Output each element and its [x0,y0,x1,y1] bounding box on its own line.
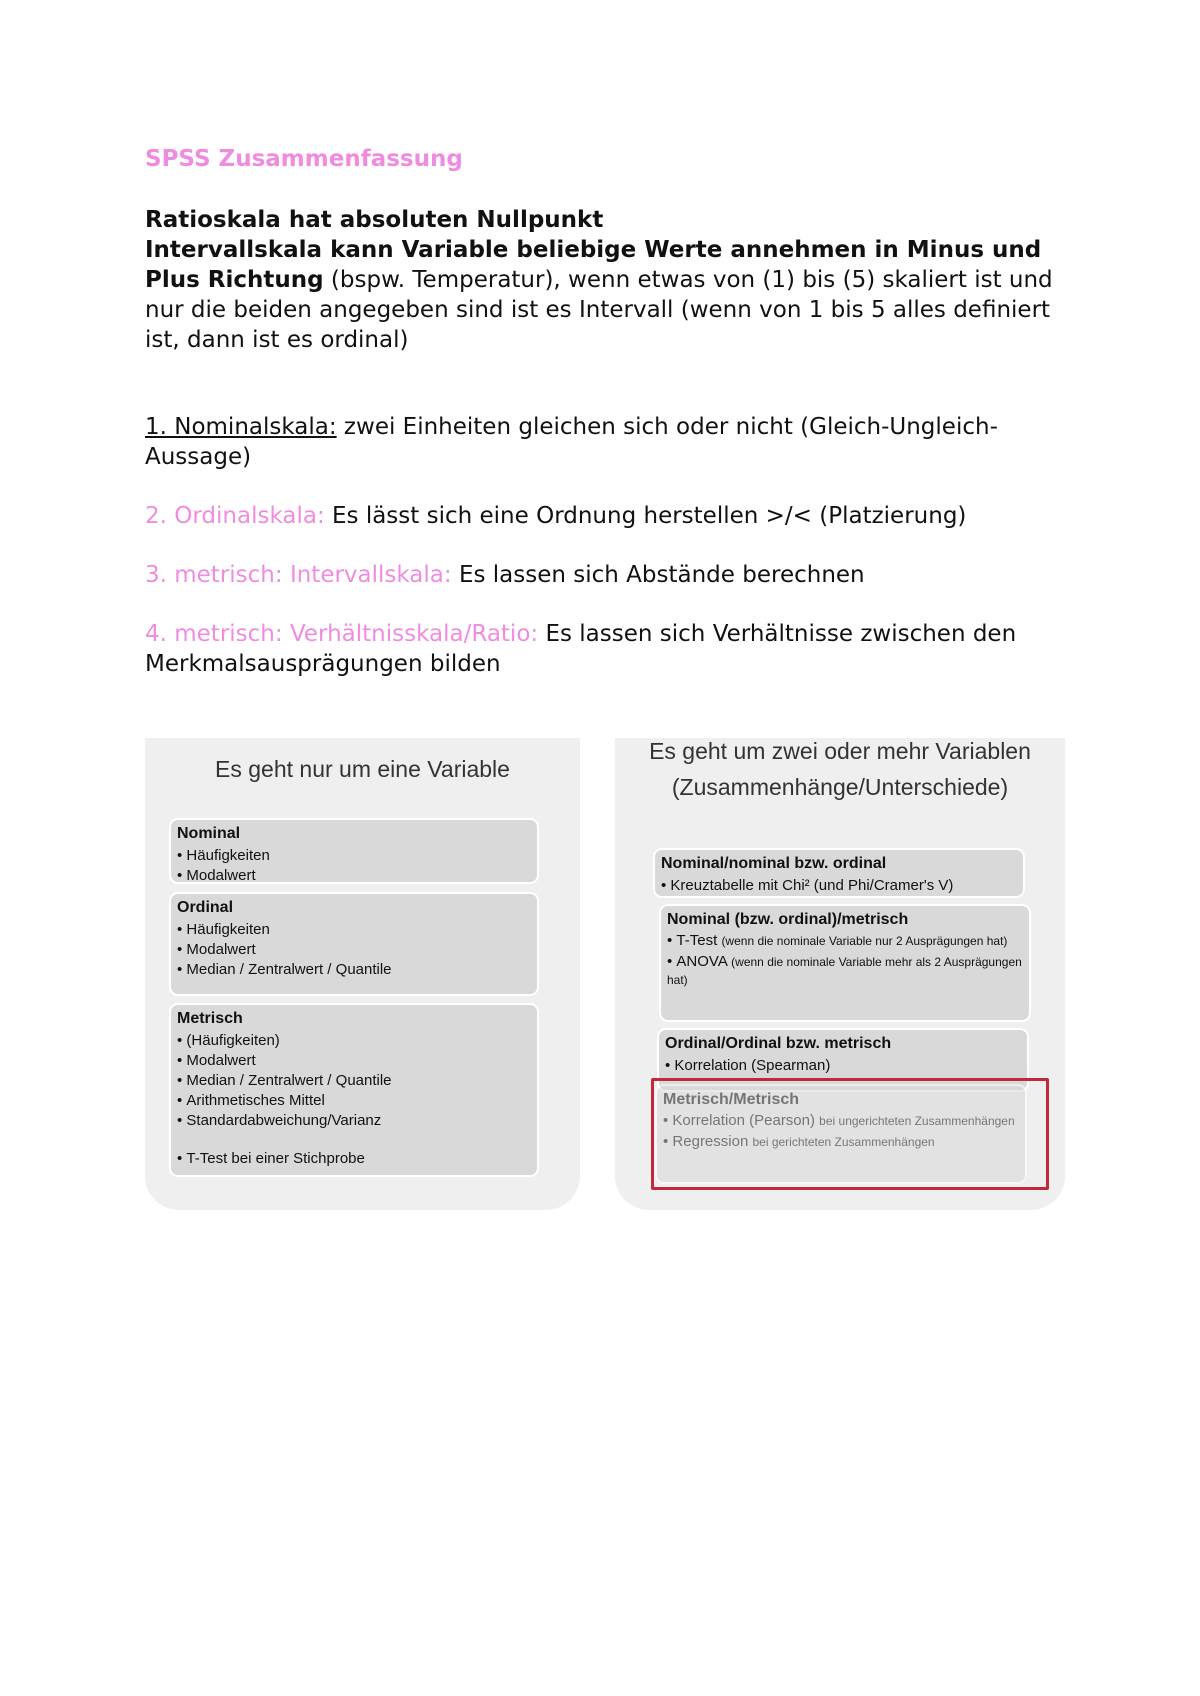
list-item: • Median / Zentralwert / Quantile [177,1071,531,1091]
scale-ratio [145,619,1075,679]
scale-ordinal [145,501,1075,531]
scale-label: 4. metrisch: Verhältnisskala/Ratio: [145,621,539,647]
nominal-metrisch-box [659,904,1031,1022]
scale-label: 3. metrisch: Intervallskala: [145,562,452,588]
scale-label: 2. Ordinalskala: [145,503,325,529]
scale-nominal [145,412,1075,472]
list-item: • (Häufigkeiten) [177,1031,531,1051]
metrisch-metrisch-heading: Metrisch/Metrisch [663,1091,800,1108]
multi-variable-panel [615,738,1065,1210]
ratio-line: Ratioskala hat absoluten Nullpunkt [145,207,604,233]
list-item: • Korrelation (Spearman) [665,1056,1021,1076]
nominal-box [169,818,539,884]
scale-text: Es lassen sich Verhältnisse zwischen den Merkmalsausprägungen bilden [145,621,1017,677]
list-item: • T-Test (wenn die nominale Variable nur 2 Ausprägungen hat) [667,932,1023,950]
list-item: • Median / Zentralwert / Quantile [177,960,531,980]
ordinal-heading: Ordinal [177,899,234,916]
list-item: • Standardabweichung/Varianz [177,1111,531,1131]
list-item: • Arithmetisches Mittel [177,1091,531,1111]
metrisch-heading: Metrisch [177,1010,243,1027]
scale-text: zwei Einheiten gleichen sich oder nicht (Gleich-Ungleich-Aussage) [145,414,998,470]
scale-text: Es lässt sich eine Ordnung herstellen >/< (Platzierung) [324,503,967,529]
metrisch-box [169,1003,539,1177]
nominal-metrisch-heading: Nominal (bzw. ordinal)/metrisch [667,911,909,928]
intervall-rest-text: (bspw. Temperatur), wenn etwas von (1) bis (5) skaliert ist und nur die beiden angegeben sind ist es Intervall (wenn von 1 bis 5 alles definiert ist, dann ist es ordinal) [145,267,1053,353]
ordinal-ordinal-heading: Ordinal/Ordinal bzw. metrisch [665,1035,892,1052]
intervall-bold-text: Intervallskala kann Variable beliebige Werte annehmen in Minus und Plus Richtung [145,237,1042,293]
single-variable-title: Es geht nur um eine Variable [215,756,510,782]
ordinal-box [169,892,539,996]
nominal-nominal-heading: Nominal/nominal bzw. ordinal [661,855,887,872]
highlight-frame [651,1078,1049,1190]
list-item: • Regression bei gerichteten Zusammenhängen [663,1133,1019,1151]
scale-label: 1. Nominalskala: [145,414,337,440]
list-item: • Korrelation (Pearson) bei ungerichteten Zusammenhängen [663,1112,1019,1130]
nominal-nominal-box [653,848,1025,898]
list-item: • ANOVA (wenn die nominale Variable mehr als 2 Ausprägungen hat) [667,953,1023,989]
list-item: • Kreuztabelle mit Chi² (und Phi/Cramer's V) [661,876,1017,896]
list-item: • Modalwert [177,940,531,960]
intervall-paragraph [145,235,1075,355]
list-item: • Modalwert [177,1051,531,1071]
list-item: • T-Test bei einer Stichprobe [177,1149,531,1169]
single-variable-panel [145,738,580,1210]
list-item: • Häufigkeiten [177,920,531,940]
scale-intervall [145,560,1075,590]
multi-variable-title-line1: Es geht um zwei oder mehr Variablen [649,738,1031,764]
nominal-heading: Nominal [177,825,241,842]
list-item: • Modalwert [177,866,531,884]
document-title: SPSS Zusammenfassung [145,146,463,172]
list-item: • Häufigkeiten [177,846,531,866]
multi-variable-title-line2: (Zusammenhänge/Unterschiede) [671,774,1009,800]
scale-text: Es lassen sich Abstände berechnen [451,562,865,588]
